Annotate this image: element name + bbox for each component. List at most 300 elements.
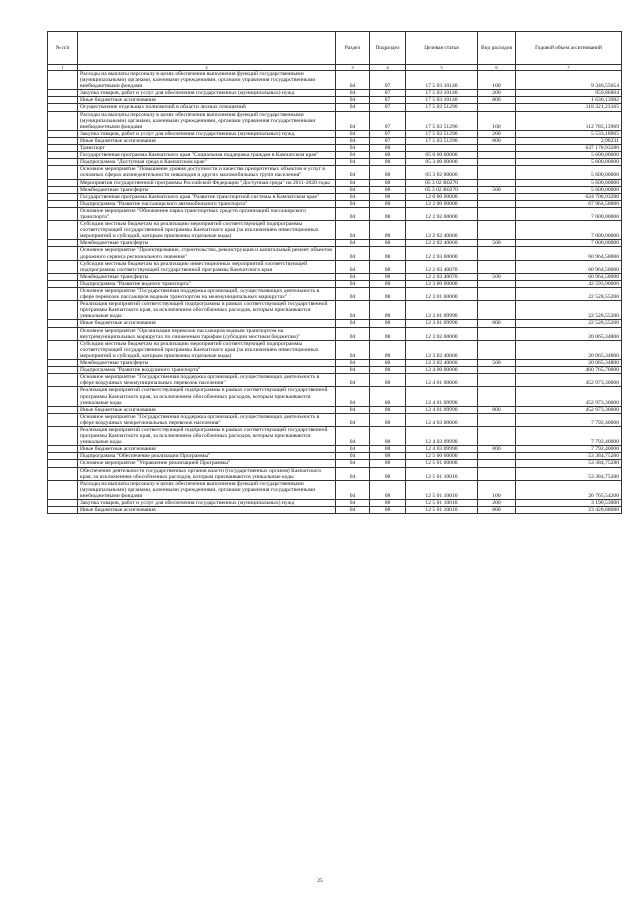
cell-num <box>48 374 78 387</box>
cell-target-article: 05 3 02 R0270 <box>406 179 478 186</box>
cell-expense-type <box>478 152 516 159</box>
header-target-article: Целевая статья <box>406 32 478 65</box>
table-row <box>48 500 622 507</box>
cell-razdel: 04 <box>336 426 370 445</box>
cell-annual-sum: 5 600,00000 <box>516 159 622 166</box>
table-row <box>48 111 622 130</box>
cell-expense-type <box>478 159 516 166</box>
cell-annual-sum: 452 973,30000 <box>516 406 622 413</box>
cell-razdel: 04 <box>336 500 370 507</box>
cell-num <box>48 130 78 137</box>
cell-razdel: 04 <box>336 480 370 499</box>
col-number: 1 <box>48 65 78 71</box>
table-row <box>48 320 622 327</box>
cell-annual-sum: 53 384,75280 <box>516 460 622 467</box>
cell-target-article: 12 0 00 00000 <box>406 193 478 200</box>
header-razdel: Раздел <box>336 32 370 65</box>
table-row <box>48 247 622 260</box>
cell-name: Субсидии местным бюджетам на реализацию мероприятий соответствующей подпрограммы соответствующей государственной программы Камчатского края (за исключением инвестиционных мероприятий и субсидий, которым присвоены отдельные коды) <box>78 340 336 359</box>
cell-target-article: 12 5 01 10010 <box>406 467 478 480</box>
cell-expense-type <box>478 145 516 152</box>
cell-target-article: 12 4 03 09990 <box>406 446 478 453</box>
table-row <box>48 507 622 514</box>
cell-name: Подпрограмма "Обеспечение реализации Программы" <box>78 453 336 460</box>
cell-name: Иные бюджетные ассигнования <box>78 406 336 413</box>
cell-annual-sum: 452 973,30000 <box>516 387 622 406</box>
cell-podrazdel: 07 <box>370 97 406 104</box>
cell-target-article: 12 5 01 10010 <box>406 480 478 499</box>
table-row <box>48 71 622 90</box>
cell-num <box>48 90 78 97</box>
cell-razdel: 04 <box>336 111 370 130</box>
cell-name: Расходы на выплаты персоналу в целях обеспечения выполнения функций государственными (муниципальными) органами, казенными учреждениями, органами управления государственными внебюджетными фондами <box>78 111 336 130</box>
cell-name: Иные бюджетные ассигнования <box>78 446 336 453</box>
cell-num <box>48 97 78 104</box>
cell-annual-sum: 60 964,58000 <box>516 247 622 260</box>
cell-target-article: 12 2 02 00000 <box>406 207 478 220</box>
cell-expense-type <box>478 460 516 467</box>
cell-num <box>48 159 78 166</box>
cell-num <box>48 186 78 193</box>
cell-name: Субсидии местным бюджетам на реализацию инвестиционных мероприятий соответствующей подпрограммы соответствующей государственной программы Камчатского края <box>78 260 336 273</box>
cell-name: Основное мероприятие "Управление реализацией Программы" <box>78 460 336 467</box>
cell-podrazdel: 07 <box>370 90 406 97</box>
cell-expense-type <box>478 288 516 301</box>
cell-podrazdel: 08 <box>370 186 406 193</box>
cell-annual-sum: 112 785,13969 <box>516 111 622 130</box>
cell-annual-sum: 2,90231 <box>516 137 622 144</box>
cell-podrazdel: 07 <box>370 111 406 130</box>
table-row <box>48 280 622 287</box>
cell-podrazdel: 08 <box>370 413 406 426</box>
col-number: 3 <box>336 65 370 71</box>
cell-expense-type: 800 <box>478 97 516 104</box>
cell-name: Иные бюджетные ассигнования <box>78 137 336 144</box>
cell-target-article: 05 3 02 00000 <box>406 166 478 179</box>
cell-podrazdel: 08 <box>370 340 406 359</box>
cell-name: Реализация мероприятий соответствующей подпрограммы в рамках соответствующей государственной программы Камчатского края, за исключением обособленных расходов, которым присваиваются уникальные коды <box>78 301 336 320</box>
cell-num <box>48 200 78 207</box>
cell-expense-type <box>478 104 516 111</box>
cell-expense-type <box>478 280 516 287</box>
cell-expense-type <box>478 260 516 273</box>
cell-target-article: 17 5 03 10140 <box>406 71 478 90</box>
table-row <box>48 166 622 179</box>
cell-annual-sum: 7 792,40000 <box>516 446 622 453</box>
cell-expense-type <box>478 207 516 220</box>
cell-razdel: 04 <box>336 193 370 200</box>
cell-name: Подпрограмма "Развитие пассажирского автомобильного транспорта" <box>78 200 336 207</box>
cell-podrazdel: 08 <box>370 453 406 460</box>
table-row <box>48 453 622 460</box>
table-row <box>48 97 622 104</box>
cell-expense-type: 500 <box>478 186 516 193</box>
table-row <box>48 193 622 200</box>
cell-num <box>48 327 78 340</box>
cell-expense-type: 100 <box>478 480 516 499</box>
cell-podrazdel: 08 <box>370 260 406 273</box>
cell-name: Закупка товаров, работ и услуг для обеспечения государственных (муниципальных) нужд <box>78 130 336 137</box>
cell-annual-sum: 22 528,55200 <box>516 320 622 327</box>
cell-name: Транспорт <box>78 145 336 152</box>
budget-table <box>47 31 622 514</box>
cell-expense-type <box>478 340 516 359</box>
cell-num <box>48 111 78 130</box>
cell-target-article: 17 5 03 51290 <box>406 137 478 144</box>
cell-annual-sum: 7 792,40000 <box>516 426 622 445</box>
cell-num <box>48 480 78 499</box>
cell-expense-type: 500 <box>478 240 516 247</box>
table-row <box>48 200 622 207</box>
cell-num <box>48 166 78 179</box>
cell-name: Реализация мероприятий соответствующей подпрограммы в рамках соответствующей государственной программы Камчатского края, за исключением обособленных расходов, которым присваиваются уникальные коды <box>78 387 336 406</box>
cell-name: Мероприятия государственной программы Российской Федерации "Доступная среда" на 2011-2020 годы <box>78 179 336 186</box>
table-row <box>48 406 622 413</box>
cell-podrazdel: 08 <box>370 367 406 374</box>
cell-expense-type: 800 <box>478 320 516 327</box>
cell-target-article: 05 3 02 R0270 <box>406 186 478 193</box>
cell-name: Основное мероприятие "Государственная поддержка организаций, осуществляющих деятельность в сфере воздушных межрегиональных перевозок населения" <box>78 413 336 426</box>
cell-num <box>48 221 78 240</box>
cell-annual-sum: 53 384,75280 <box>516 467 622 480</box>
table-row <box>48 179 622 186</box>
cell-expense-type: 800 <box>478 137 516 144</box>
cell-num <box>48 193 78 200</box>
cell-razdel: 04 <box>336 340 370 359</box>
cell-annual-sum: 1 630,13982 <box>516 97 622 104</box>
cell-target-article: 12 4 03 00000 <box>406 413 478 426</box>
cell-expense-type <box>478 367 516 374</box>
table-row <box>48 480 622 499</box>
table-row <box>48 145 622 152</box>
cell-num <box>48 240 78 247</box>
cell-target-article: 12 4 01 09990 <box>406 406 478 413</box>
cell-annual-sum: 460 765,70000 <box>516 367 622 374</box>
cell-expense-type: 800 <box>478 406 516 413</box>
cell-name: Осуществление отдельных полномочий в области лесных отношений <box>78 104 336 111</box>
cell-target-article: 12 4 00 00000 <box>406 367 478 374</box>
cell-annual-sum: 22 528,55200 <box>516 288 622 301</box>
table-row <box>48 367 622 374</box>
cell-annual-sum: 7 000,00000 <box>516 221 622 240</box>
cell-annual-sum: 23 428,68080 <box>516 507 622 514</box>
cell-num <box>48 500 78 507</box>
cell-razdel: 04 <box>336 320 370 327</box>
cell-name: Основное мероприятие "Проектирование, строительство, реконструкция и капитальный ремонт объектов дорожного сервиса регионального значения" <box>78 247 336 260</box>
cell-annual-sum: 5 600,00000 <box>516 179 622 186</box>
table-row <box>48 159 622 166</box>
cell-razdel: 04 <box>336 406 370 413</box>
cell-razdel: 04 <box>336 301 370 320</box>
cell-razdel: 04 <box>336 137 370 144</box>
col-number: 6 <box>478 65 516 71</box>
table-row <box>48 413 622 426</box>
cell-annual-sum: 5 533,18965 <box>516 130 622 137</box>
cell-expense-type: 200 <box>478 130 516 137</box>
cell-num <box>48 104 78 111</box>
cell-razdel: 04 <box>336 280 370 287</box>
cell-target-article: 12 2 02 40060 <box>406 221 478 240</box>
cell-num <box>48 137 78 144</box>
cell-name: Обеспечение деятельности государственных органов власти (государственных органов) Камчатского края, за исключением обособленных расходов, которым присваиваются уникальные коды <box>78 467 336 480</box>
cell-podrazdel: 08 <box>370 446 406 453</box>
cell-podrazdel: 08 <box>370 166 406 179</box>
cell-podrazdel: 08 <box>370 152 406 159</box>
header-expense-type: Вид расходов <box>478 32 516 65</box>
cell-podrazdel: 08 <box>370 193 406 200</box>
cell-num <box>48 152 78 159</box>
table-row <box>48 273 622 280</box>
cell-num <box>48 71 78 90</box>
cell-razdel: 04 <box>336 207 370 220</box>
cell-annual-sum: 42 593,90000 <box>516 280 622 287</box>
cell-annual-sum: 22 528,55200 <box>516 301 622 320</box>
cell-num <box>48 387 78 406</box>
cell-podrazdel: 08 <box>370 467 406 480</box>
cell-num <box>48 145 78 152</box>
cell-expense-type <box>478 374 516 387</box>
cell-razdel: 04 <box>336 179 370 186</box>
cell-expense-type <box>478 467 516 480</box>
cell-annual-sum: 60 964,58000 <box>516 273 622 280</box>
cell-target-article: 12 3 01 00000 <box>406 288 478 301</box>
cell-razdel: 04 <box>336 453 370 460</box>
cell-podrazdel: 08 <box>370 301 406 320</box>
cell-razdel: 04 <box>336 367 370 374</box>
cell-target-article: 12 2 03 00000 <box>406 247 478 260</box>
cell-podrazdel: 08 <box>370 387 406 406</box>
cell-expense-type: 800 <box>478 507 516 514</box>
table-row <box>48 207 622 220</box>
cell-razdel: 04 <box>336 507 370 514</box>
cell-target-article: 12 4 01 09990 <box>406 387 478 406</box>
cell-target-article: 12 4 03 09990 <box>406 426 478 445</box>
cell-expense-type: 800 <box>478 446 516 453</box>
col-number: 4 <box>370 65 406 71</box>
cell-annual-sum: 5 600,00000 <box>516 186 622 193</box>
cell-razdel: 04 <box>336 186 370 193</box>
cell-podrazdel: 08 <box>370 145 406 152</box>
cell-expense-type: 500 <box>478 360 516 367</box>
cell-num <box>48 301 78 320</box>
cell-expense-type <box>478 193 516 200</box>
cell-name: Расходы на выплаты персоналу в целях обеспечения выполнения функций государственными (муниципальными) органами, казенными учреждениями, органами управления государственными внебюджетными фондами <box>78 71 336 90</box>
cell-name: Закупка товаров, работ и услуг для обеспечения государственных (муниципальных) нужд <box>78 90 336 97</box>
cell-target-article: 12 2 03 40070 <box>406 260 478 273</box>
cell-num <box>48 460 78 467</box>
cell-target-article: 17 5 03 51290 <box>406 104 478 111</box>
cell-razdel: 04 <box>336 97 370 104</box>
table-row <box>48 374 622 387</box>
cell-target-article: 05 0 00 00000 <box>406 152 478 159</box>
cell-target-article: 17 5 03 10140 <box>406 90 478 97</box>
cell-target-article: 12 3 02 40060 <box>406 360 478 367</box>
cell-podrazdel: 07 <box>370 71 406 90</box>
cell-num <box>48 207 78 220</box>
cell-name: Межбюджетные трансферты <box>78 360 336 367</box>
cell-annual-sum: 118 321,23165 <box>516 104 622 111</box>
cell-name: Подпрограмма "Развитие воздушного транспорта" <box>78 367 336 374</box>
cell-name: Межбюджетные трансферты <box>78 186 336 193</box>
cell-target-article: 12 3 02 40060 <box>406 340 478 359</box>
cell-annual-sum: 452 973,30000 <box>516 374 622 387</box>
cell-razdel: 04 <box>336 413 370 426</box>
cell-podrazdel: 08 <box>370 179 406 186</box>
table-row <box>48 467 622 480</box>
cell-annual-sum: 20 065,34800 <box>516 360 622 367</box>
cell-name: Основное мероприятие "Обновление парка транспортных средств организаций пассажирского транспорта" <box>78 207 336 220</box>
cell-podrazdel: 07 <box>370 137 406 144</box>
cell-name: Субсидии местным бюджетам на реализацию мероприятий соответствующей подпрограммы соответствующей государственной программы Камчатского края (за исключением инвестиционных мероприятий и субсидий, которым присвоены отдельные коды) <box>78 221 336 240</box>
table-row <box>48 426 622 445</box>
header-annual-sum: Годовой объем ассигнований <box>516 32 622 65</box>
cell-target-article: 17 5 03 10140 <box>406 97 478 104</box>
header-num: № п/п <box>48 32 78 65</box>
table-row <box>48 186 622 193</box>
cell-expense-type <box>478 387 516 406</box>
table-row <box>48 104 622 111</box>
cell-annual-sum: 7 000,00000 <box>516 240 622 247</box>
table-row <box>48 460 622 467</box>
cell-razdel: 04 <box>336 166 370 179</box>
cell-num <box>48 260 78 273</box>
cell-podrazdel: 07 <box>370 130 406 137</box>
cell-razdel: 04 <box>336 467 370 480</box>
table-row <box>48 360 622 367</box>
cell-target-article: 12 4 01 00000 <box>406 374 478 387</box>
table-row <box>48 301 622 320</box>
table-row <box>48 260 622 273</box>
cell-razdel: 04 <box>336 260 370 273</box>
table-row <box>48 340 622 359</box>
cell-num <box>48 247 78 260</box>
cell-name: Иные бюджетные ассигнования <box>78 97 336 104</box>
cell-razdel: 04 <box>336 327 370 340</box>
cell-num <box>48 340 78 359</box>
table-header <box>48 32 622 71</box>
cell-expense-type <box>478 453 516 460</box>
cell-annual-sum: 60 964,58000 <box>516 260 622 273</box>
cell-annual-sum: 959,86864 <box>516 90 622 97</box>
cell-podrazdel: 08 <box>370 159 406 166</box>
cell-podrazdel: 08 <box>370 320 406 327</box>
cell-razdel: 04 <box>336 240 370 247</box>
cell-razdel: 04 <box>336 446 370 453</box>
cell-podrazdel: 08 <box>370 240 406 247</box>
cell-name: Основное мероприятие "Повышение уровня доступности и качества приоритетных объектов и услуг в основных сферах жизнедеятельности инвалидов и других маломобильных групп населения" <box>78 166 336 179</box>
page-number: 25 <box>317 878 323 884</box>
cell-annual-sum: 26 765,54200 <box>516 480 622 499</box>
cell-razdel: 04 <box>336 130 370 137</box>
cell-razdel: 04 <box>336 360 370 367</box>
cell-razdel: 04 <box>336 221 370 240</box>
cell-target-article: 12 5 01 10010 <box>406 500 478 507</box>
cell-annual-sum: 9 346,55654 <box>516 71 622 90</box>
cell-expense-type <box>478 301 516 320</box>
cell-target-article: 12 5 00 00000 <box>406 453 478 460</box>
cell-podrazdel: 08 <box>370 480 406 499</box>
cell-num <box>48 413 78 426</box>
cell-razdel: 04 <box>336 247 370 260</box>
cell-annual-sum: 637 178,93280 <box>516 145 622 152</box>
cell-expense-type <box>478 200 516 207</box>
cell-expense-type <box>478 166 516 179</box>
cell-annual-sum: 3 190,53000 <box>516 500 622 507</box>
cell-num <box>48 280 78 287</box>
cell-podrazdel: 08 <box>370 273 406 280</box>
cell-podrazdel: 07 <box>370 104 406 111</box>
cell-annual-sum: 5 600,00000 <box>516 166 622 179</box>
cell-num <box>48 507 78 514</box>
table-row <box>48 130 622 137</box>
cell-razdel: 04 <box>336 288 370 301</box>
table-row <box>48 288 622 301</box>
cell-name: Расходы на выплаты персоналу в целях обеспечения выполнения функций государственными (муниципальными) органами, казенными учреждениями, органами управления государственными внебюджетными фондами <box>78 480 336 499</box>
table-row <box>48 90 622 97</box>
cell-razdel: 04 <box>336 374 370 387</box>
cell-annual-sum: 67 964,58000 <box>516 200 622 207</box>
cell-target-article: 05 3 00 00000 <box>406 159 478 166</box>
cell-num <box>48 406 78 413</box>
cell-podrazdel: 08 <box>370 207 406 220</box>
cell-razdel: 04 <box>336 387 370 406</box>
cell-annual-sum: 7 000,00000 <box>516 207 622 220</box>
cell-annual-sum: 53 384,75280 <box>516 453 622 460</box>
cell-target-article: 12 2 02 40060 <box>406 240 478 247</box>
cell-target-article: 12 2 00 00000 <box>406 200 478 207</box>
cell-name: Закупка товаров, работ и услуг для обеспечения государственных (муниципальных) нужд <box>78 500 336 507</box>
cell-annual-sum: 7 792,40000 <box>516 413 622 426</box>
cell-num <box>48 320 78 327</box>
cell-name: Подпрограмма "Доступная среда в Камчатском крае" <box>78 159 336 166</box>
cell-razdel: 04 <box>336 460 370 467</box>
cell-podrazdel: 08 <box>370 247 406 260</box>
cell-podrazdel: 08 <box>370 280 406 287</box>
table-row <box>48 327 622 340</box>
cell-podrazdel: 08 <box>370 327 406 340</box>
cell-num <box>48 360 78 367</box>
cell-podrazdel: 08 <box>370 360 406 367</box>
cell-annual-sum: 20 065,34800 <box>516 327 622 340</box>
table-row <box>48 240 622 247</box>
cell-name: Подпрограмма "Развитие водного транспорта" <box>78 280 336 287</box>
cell-name: Иные бюджетные ассигнования <box>78 320 336 327</box>
cell-podrazdel: 08 <box>370 500 406 507</box>
cell-target-article: 12 3 01 09990 <box>406 301 478 320</box>
cell-expense-type <box>478 327 516 340</box>
cell-num <box>48 426 78 445</box>
col-number: 7 <box>516 65 622 71</box>
cell-name: Межбюджетные трансферты <box>78 240 336 247</box>
cell-target-article: 12 5 01 00000 <box>406 460 478 467</box>
cell-target-article: 12 3 02 00000 <box>406 327 478 340</box>
cell-expense-type: 100 <box>478 71 516 90</box>
cell-expense-type: 200 <box>478 90 516 97</box>
table-row <box>48 152 622 159</box>
header-podrazdel: Подраздел <box>370 32 406 65</box>
cell-target-article: 12 5 01 10010 <box>406 507 478 514</box>
cell-podrazdel: 08 <box>370 507 406 514</box>
cell-annual-sum: 624 708,93280 <box>516 193 622 200</box>
cell-expense-type <box>478 221 516 240</box>
cell-expense-type <box>478 413 516 426</box>
cell-razdel: 04 <box>336 71 370 90</box>
cell-expense-type: 500 <box>478 273 516 280</box>
cell-target-article: 12 3 00 00000 <box>406 280 478 287</box>
cell-razdel: 04 <box>336 104 370 111</box>
cell-podrazdel: 08 <box>370 288 406 301</box>
cell-name: Основное мероприятие "Организация перевозок пассажиров водным транспортом на внутримуниципальных маршрутах по сниженным тарифам (субсидии местным бюджетам)" <box>78 327 336 340</box>
